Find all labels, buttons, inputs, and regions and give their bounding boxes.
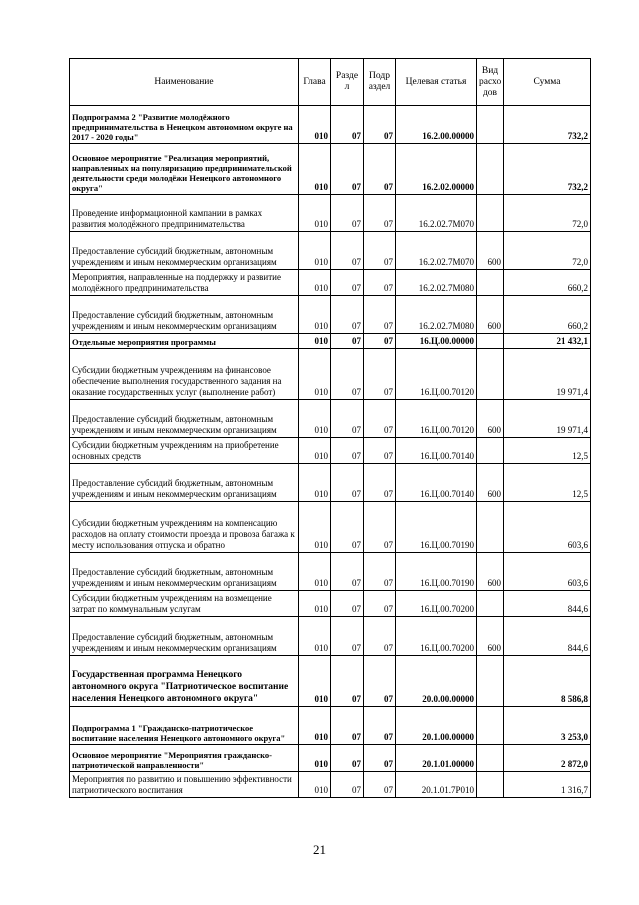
- cell-celevaya: 16.Ц.00.70200: [396, 617, 477, 656]
- cell-podrazdel: 07: [364, 438, 396, 464]
- cell-celevaya: 16.2.02.7М070: [396, 195, 477, 232]
- cell-glava: 010: [299, 772, 331, 798]
- cell-podrazdel: 07: [364, 195, 396, 232]
- cell-razdel: 07: [331, 591, 364, 617]
- table-row: [70, 400, 591, 438]
- cell-podrazdel: 07: [364, 745, 396, 772]
- cell-summa: 72,0: [504, 232, 591, 270]
- cell-celevaya: 16.2.02.7М080: [396, 296, 477, 334]
- cell-glava: 010: [299, 438, 331, 464]
- table-row: [70, 349, 591, 400]
- cell-summa: 12,5: [504, 464, 591, 502]
- cell-vid: [477, 195, 504, 232]
- budget-table: [69, 58, 591, 798]
- cell-celevaya: 20.1.00.00000: [396, 707, 477, 745]
- cell-razdel: 07: [331, 617, 364, 656]
- cell-podrazdel: 07: [364, 591, 396, 617]
- table-row: [70, 296, 591, 334]
- cell-glava: 010: [299, 334, 331, 349]
- cell-podrazdel: 07: [364, 349, 396, 400]
- cell-summa: 660,2: [504, 270, 591, 296]
- header-name: Наименование: [70, 59, 299, 106]
- cell-summa: 1 316,7: [504, 772, 591, 798]
- cell-celevaya: 16.2.00.00000: [396, 106, 477, 144]
- cell-summa: 19 971,4: [504, 400, 591, 438]
- header-razdel: Разде л: [331, 59, 364, 106]
- cell-glava: 010: [299, 617, 331, 656]
- cell-glava: 010: [299, 400, 331, 438]
- cell-glava: 010: [299, 296, 331, 334]
- cell-vid: [477, 772, 504, 798]
- cell-vid: 600: [477, 553, 504, 591]
- cell-name: Мероприятия по развитию и повышению эффективности патриотического воспитания: [70, 772, 299, 798]
- table-row: [70, 438, 591, 464]
- cell-glava: 010: [299, 502, 331, 553]
- cell-celevaya: 16.Ц.00.70190: [396, 502, 477, 553]
- header-celevaya: Целевая статья: [396, 59, 477, 106]
- cell-razdel: 07: [331, 349, 364, 400]
- cell-celevaya: 16.Ц.00.70140: [396, 464, 477, 502]
- cell-celevaya: 16.Ц.00.70120: [396, 349, 477, 400]
- cell-name: Отдельные мероприятия программы: [70, 334, 299, 349]
- cell-celevaya: 20.1.01.7Р010: [396, 772, 477, 798]
- cell-celevaya: 20.0.00.00000: [396, 656, 477, 707]
- cell-podrazdel: 07: [364, 232, 396, 270]
- cell-celevaya: 16.Ц.00.00000: [396, 334, 477, 349]
- cell-glava: 010: [299, 195, 331, 232]
- cell-name: Предоставление субсидий бюджетным, автономным учреждениям и иным некоммерческим организациям: [70, 400, 299, 438]
- cell-razdel: 07: [331, 464, 364, 502]
- cell-vid: [477, 707, 504, 745]
- cell-glava: 010: [299, 553, 331, 591]
- cell-celevaya: 20.1.01.00000: [396, 745, 477, 772]
- table-row: [70, 617, 591, 656]
- cell-podrazdel: 07: [364, 772, 396, 798]
- table-row: [70, 270, 591, 296]
- cell-razdel: 07: [331, 195, 364, 232]
- cell-glava: 010: [299, 745, 331, 772]
- table-row: [70, 772, 591, 798]
- table-row: [70, 144, 591, 195]
- cell-celevaya: 16.Ц.00.70190: [396, 553, 477, 591]
- cell-name: Предоставление субсидий бюджетным, автономным учреждениям и иным некоммерческим организациям: [70, 296, 299, 334]
- cell-glava: 010: [299, 144, 331, 195]
- cell-razdel: 07: [331, 772, 364, 798]
- cell-name: Основное мероприятие "Мероприятия гражданско-патриотической направленности": [70, 745, 299, 772]
- page-number: 21: [313, 842, 326, 857]
- cell-razdel: 07: [331, 745, 364, 772]
- cell-vid: 600: [477, 296, 504, 334]
- cell-glava: 010: [299, 270, 331, 296]
- cell-razdel: 07: [331, 334, 364, 349]
- cell-celevaya: 16.2.02.7М070: [396, 232, 477, 270]
- table-row: [70, 745, 591, 772]
- cell-summa: 3 253,0: [504, 707, 591, 745]
- cell-name: Предоставление субсидий бюджетным, автономным учреждениям и иным некоммерческим организациям: [70, 617, 299, 656]
- table-row: [70, 591, 591, 617]
- cell-summa: 2 872,0: [504, 745, 591, 772]
- cell-summa: 732,2: [504, 144, 591, 195]
- cell-vid: [477, 745, 504, 772]
- cell-celevaya: 16.Ц.00.70140: [396, 438, 477, 464]
- cell-name: Предоставление субсидий бюджетным, автономным учреждениям и иным некоммерческим организациям: [70, 464, 299, 502]
- cell-summa: 19 971,4: [504, 349, 591, 400]
- cell-vid: [477, 591, 504, 617]
- cell-glava: 010: [299, 707, 331, 745]
- cell-vid: 600: [477, 617, 504, 656]
- cell-razdel: 07: [331, 553, 364, 591]
- cell-podrazdel: 07: [364, 144, 396, 195]
- table-row: [70, 656, 591, 707]
- cell-razdel: 07: [331, 296, 364, 334]
- cell-name: Мероприятия, направленные на поддержку и развитие молодёжного предпринимательства: [70, 270, 299, 296]
- cell-podrazdel: 07: [364, 296, 396, 334]
- cell-summa: 732,2: [504, 106, 591, 144]
- cell-podrazdel: 07: [364, 656, 396, 707]
- cell-summa: 72,0: [504, 195, 591, 232]
- cell-summa: 844,6: [504, 591, 591, 617]
- cell-podrazdel: 07: [364, 106, 396, 144]
- cell-name: Основное мероприятие "Реализация мероприятий, направленных на популяризацию предпринимательской деятельности среди молодёжи Ненецкого автономного округа": [70, 144, 299, 195]
- table-row: [70, 502, 591, 553]
- table-row: [70, 106, 591, 144]
- table-row: [70, 553, 591, 591]
- cell-name: Предоставление субсидий бюджетным, автономным учреждениям и иным некоммерческим организациям: [70, 553, 299, 591]
- cell-name: Субсидии бюджетным учреждениям на финансовое обеспечение выполнения государственного задания на оказание государственных услуг (выполнение работ): [70, 349, 299, 400]
- cell-razdel: 07: [331, 656, 364, 707]
- cell-glava: 010: [299, 591, 331, 617]
- cell-name: Субсидии бюджетным учреждениям на возмещение затрат по коммунальным услугам: [70, 591, 299, 617]
- cell-summa: 844,6: [504, 617, 591, 656]
- cell-razdel: 07: [331, 707, 364, 745]
- cell-podrazdel: 07: [364, 617, 396, 656]
- header-podrazdel: Подр аздел: [364, 59, 396, 106]
- table-row: [70, 707, 591, 745]
- cell-name: Подпрограмма 2 "Развитие молодёжного предпринимательства в Ненецком автономном округе на 2017 - 2020 годы": [70, 106, 299, 144]
- cell-razdel: 07: [331, 502, 364, 553]
- table-row: [70, 464, 591, 502]
- table-row: [70, 232, 591, 270]
- cell-name: Государственная программа Ненецкого автономного округа "Патриотическое воспитание населения Ненецкого автономного округа": [70, 656, 299, 707]
- cell-vid: [477, 270, 504, 296]
- cell-glava: 010: [299, 232, 331, 270]
- cell-summa: 660,2: [504, 296, 591, 334]
- cell-celevaya: 16.2.02.00000: [396, 144, 477, 195]
- cell-name: Предоставление субсидий бюджетным, автономным учреждениям и иным некоммерческим организациям: [70, 232, 299, 270]
- cell-podrazdel: 07: [364, 502, 396, 553]
- cell-summa: 12,5: [504, 438, 591, 464]
- cell-podrazdel: 07: [364, 270, 396, 296]
- cell-podrazdel: 07: [364, 400, 396, 438]
- cell-razdel: 07: [331, 270, 364, 296]
- cell-summa: 603,6: [504, 553, 591, 591]
- header-summa: Сумма: [504, 59, 591, 106]
- cell-razdel: 07: [331, 144, 364, 195]
- cell-podrazdel: 07: [364, 707, 396, 745]
- header-glava: Глава: [299, 59, 331, 106]
- cell-summa: 603,6: [504, 502, 591, 553]
- cell-vid: [477, 349, 504, 400]
- cell-razdel: 07: [331, 232, 364, 270]
- cell-podrazdel: 07: [364, 464, 396, 502]
- cell-glava: 010: [299, 349, 331, 400]
- cell-summa: 21 432,1: [504, 334, 591, 349]
- cell-vid: 600: [477, 232, 504, 270]
- cell-celevaya: 16.Ц.00.70200: [396, 591, 477, 617]
- cell-name: Субсидии бюджетным учреждениям на приобретение основных средств: [70, 438, 299, 464]
- header-vid: Вид расхо дов: [477, 59, 504, 106]
- cell-podrazdel: 07: [364, 334, 396, 349]
- cell-glava: 010: [299, 656, 331, 707]
- cell-vid: 600: [477, 464, 504, 502]
- cell-name: Подпрограмма 1 "Гражданско-патриотическое воспитание населения Ненецкого автономного округа": [70, 707, 299, 745]
- cell-vid: [477, 106, 504, 144]
- cell-vid: 600: [477, 400, 504, 438]
- table-row: [70, 334, 591, 349]
- cell-vid: [477, 438, 504, 464]
- table-row: [70, 195, 591, 232]
- cell-razdel: 07: [331, 438, 364, 464]
- cell-razdel: 07: [331, 106, 364, 144]
- cell-name: Проведение информационной кампании в рамках развития молодёжного предпринимательства: [70, 195, 299, 232]
- cell-summa: 8 586,8: [504, 656, 591, 707]
- cell-podrazdel: 07: [364, 553, 396, 591]
- cell-vid: [477, 334, 504, 349]
- cell-celevaya: 16.2.02.7М080: [396, 270, 477, 296]
- cell-razdel: 07: [331, 400, 364, 438]
- cell-glava: 010: [299, 106, 331, 144]
- cell-vid: [477, 144, 504, 195]
- cell-vid: [477, 656, 504, 707]
- cell-name: Субсидии бюджетным учреждениям на компенсацию расходов на оплату стоимости проезда и провоза багажа к месту использования отпуска и обратно: [70, 502, 299, 553]
- cell-glava: 010: [299, 464, 331, 502]
- cell-celevaya: 16.Ц.00.70120: [396, 400, 477, 438]
- header-row: [70, 59, 591, 106]
- cell-vid: [477, 502, 504, 553]
